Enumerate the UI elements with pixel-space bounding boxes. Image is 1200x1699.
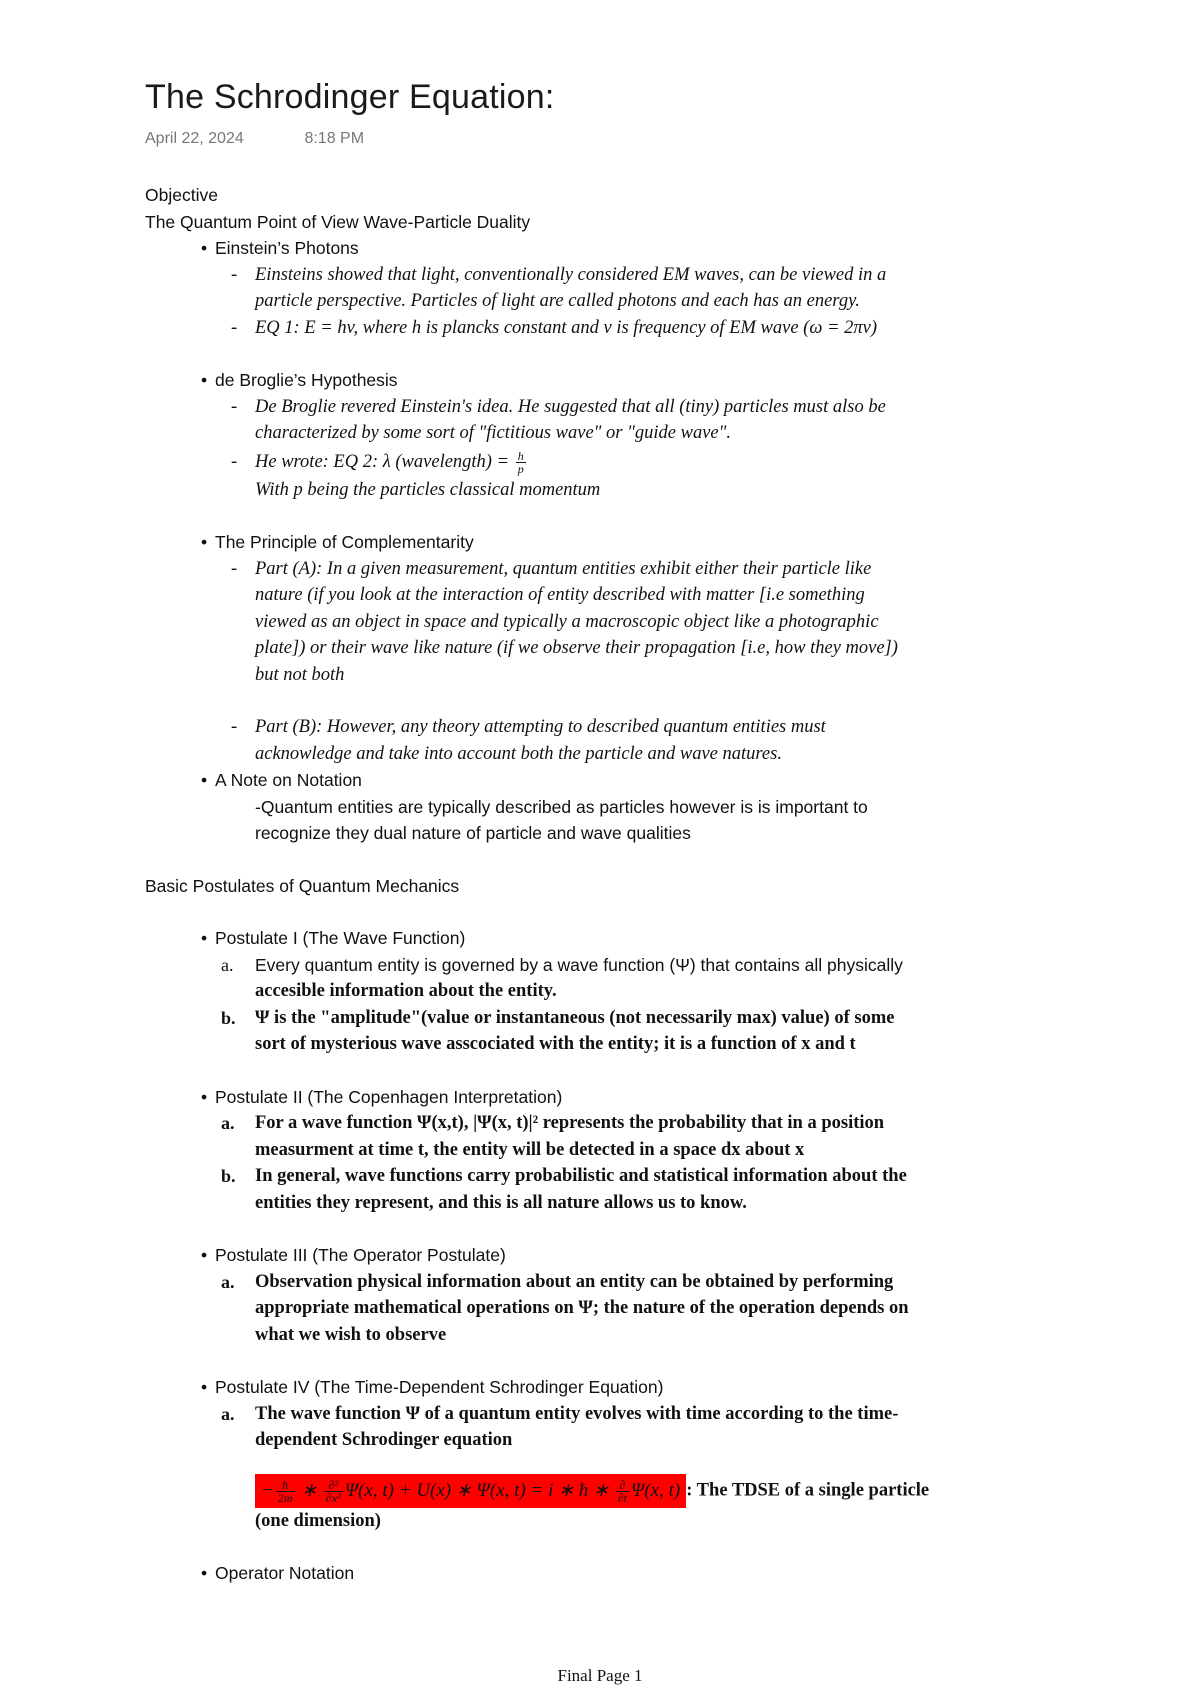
p1-item-a-cont: accesible information about the entity. <box>255 981 557 1001</box>
p1-item-b: b. Ψ is the "amplitude"(value or instantaneous (not necessarily max) value) of some <box>221 1007 895 1028</box>
p2-item-a: a. For a wave function Ψ(x,t), |Ψ(x, t)|² represents the probability that in a position <box>221 1113 885 1133</box>
broglie-point-1-cont: characterized by some sort of "fictitious wave" or "guide wave". <box>255 423 732 443</box>
page-date: April 22, 2024 <box>145 130 244 147</box>
objective-heading: Objective <box>145 185 218 205</box>
tdse-equation-line <box>145 1468 1075 1508</box>
broglie-eq-2: - He wrote: EQ 2: λ (wavelength) = $\frac{h}{p}$ <box>231 448 524 476</box>
comp-part-a-cont-4: but not both <box>255 664 345 685</box>
bullet-postulate-1: • Postulate I (The Wave Function) <box>145 925 1075 952</box>
p4-item-a: a. The wave function Ψ of a quantum entity evolves with time according to the time- <box>221 1403 899 1424</box>
p2-item-b: b. In general, wave functions carry probabilistic and statistical information about the <box>221 1166 907 1186</box>
p1-item-b-cont: sort of mysterious wave asscociated with the entity; it is a function of x and t <box>255 1034 856 1054</box>
comp-part-a: - Part (A): In a given measurement, quantum entities exhibit either their particle like <box>231 558 872 579</box>
tdse-label: : The TDSE of a single particle <box>686 1480 930 1501</box>
comp-part-b-cont: acknowledge and take into account both the particle and wave natures. <box>255 743 782 764</box>
bullet-postulate-2: • Postulate II (The Copenhagen Interpretation) <box>145 1084 1075 1111</box>
comp-part-a-cont-3: plate]) or their wave like nature (if we observe their propagation [i.e, how they move]) <box>255 638 898 658</box>
einstein-point-1: - Einsteins showed that light, conventionally considered EM waves, can be viewed in a <box>231 264 887 285</box>
p3-item-a-cont-2: what we wish to observe <box>255 1324 447 1345</box>
bullet-notation: • A Note on Notation <box>145 767 1075 794</box>
tdse-label-cont: (one dimension) <box>255 1510 381 1531</box>
page-timestamp <box>145 130 364 148</box>
comp-part-a-cont-1: nature (if you look at the interaction of entity described with matter [i.e something <box>255 585 865 605</box>
notation-text-2: recognize they dual nature of particle and wave qualities <box>255 823 691 843</box>
fraction-h-over-p: $\frac{h}{p}$ <box>517 448 524 476</box>
p1-item-a: a. Every quantum entity is governed by a wave function (Ψ) that contains all physically <box>221 954 903 975</box>
comp-part-a-cont-2: viewed as an object in space and typically a macroscopic object like a photographic <box>255 611 879 632</box>
p2-item-b-cont: entities they represent, and this is all nature allows us to know. <box>255 1192 747 1213</box>
p3-item-a-cont-1: appropriate mathematical operations on Ψ; the nature of the operation depends on <box>255 1298 909 1318</box>
bullet-de-broglie: • de Broglie’s Hypothesis <box>145 367 1075 394</box>
notation-text-1: -Quantum entities are typically described as particles however is is important to <box>255 796 868 817</box>
tdse-equation-highlight: − $\frac{ħ}{2m}$ ∗ $\frac{\text{∂²}}{\text{∂x²}}$ Ψ(x, t) + U(x) ∗ Ψ(x, t) = i ∗ ħ ∗ $\frac{\partial}{\partial t}$ Ψ(x, t) <box>255 1474 686 1508</box>
einstein-eq-1: - EQ 1: E = hv, where h is plancks constant and v is frequency of EM wave (ω = 2πv) <box>231 317 878 338</box>
bullet-postulate-4: • Postulate IV (The Time-Dependent Schrodinger Equation) <box>145 1374 1075 1401</box>
broglie-point-1: - De Broglie revered Einstein's idea. He suggested that all (tiny) particles must also be <box>231 396 886 417</box>
p3-item-a: a. Observation physical information about an entity can be obtained by performing <box>221 1271 894 1292</box>
duality-heading: The Quantum Point of View Wave-Particle Duality <box>145 211 531 232</box>
bullet-complementarity: • The Principle of Complementarity <box>145 529 1075 556</box>
postulates-heading: Basic Postulates of Quantum Mechanics <box>145 875 460 896</box>
p2-item-a-cont: measurment at time t, the entity will be detected in a space dx about x <box>255 1139 805 1160</box>
page-title: The Schrodinger Equation: <box>145 78 555 116</box>
page-time: 8:18 PM <box>304 130 365 147</box>
einstein-point-1-cont: particle perspective. Particles of light are called photons and each has an energy. <box>255 291 860 311</box>
bullet-einstein: • Einstein’s Photons <box>145 235 1075 262</box>
bullet-postulate-3: • Postulate III (The Operator Postulate) <box>145 1242 1075 1269</box>
broglie-momentum-note: With p being the particles classical momentum <box>255 479 601 500</box>
page-footer: Final Page 1 <box>557 1666 643 1685</box>
comp-part-b: - Part (B): However, any theory attempting to described quantum entities must <box>231 717 826 737</box>
p4-item-a-cont: dependent Schrodinger equation <box>255 1430 513 1450</box>
page-body <box>145 182 1075 1587</box>
bullet-operator-notation: • Operator Notation <box>145 1560 1075 1587</box>
